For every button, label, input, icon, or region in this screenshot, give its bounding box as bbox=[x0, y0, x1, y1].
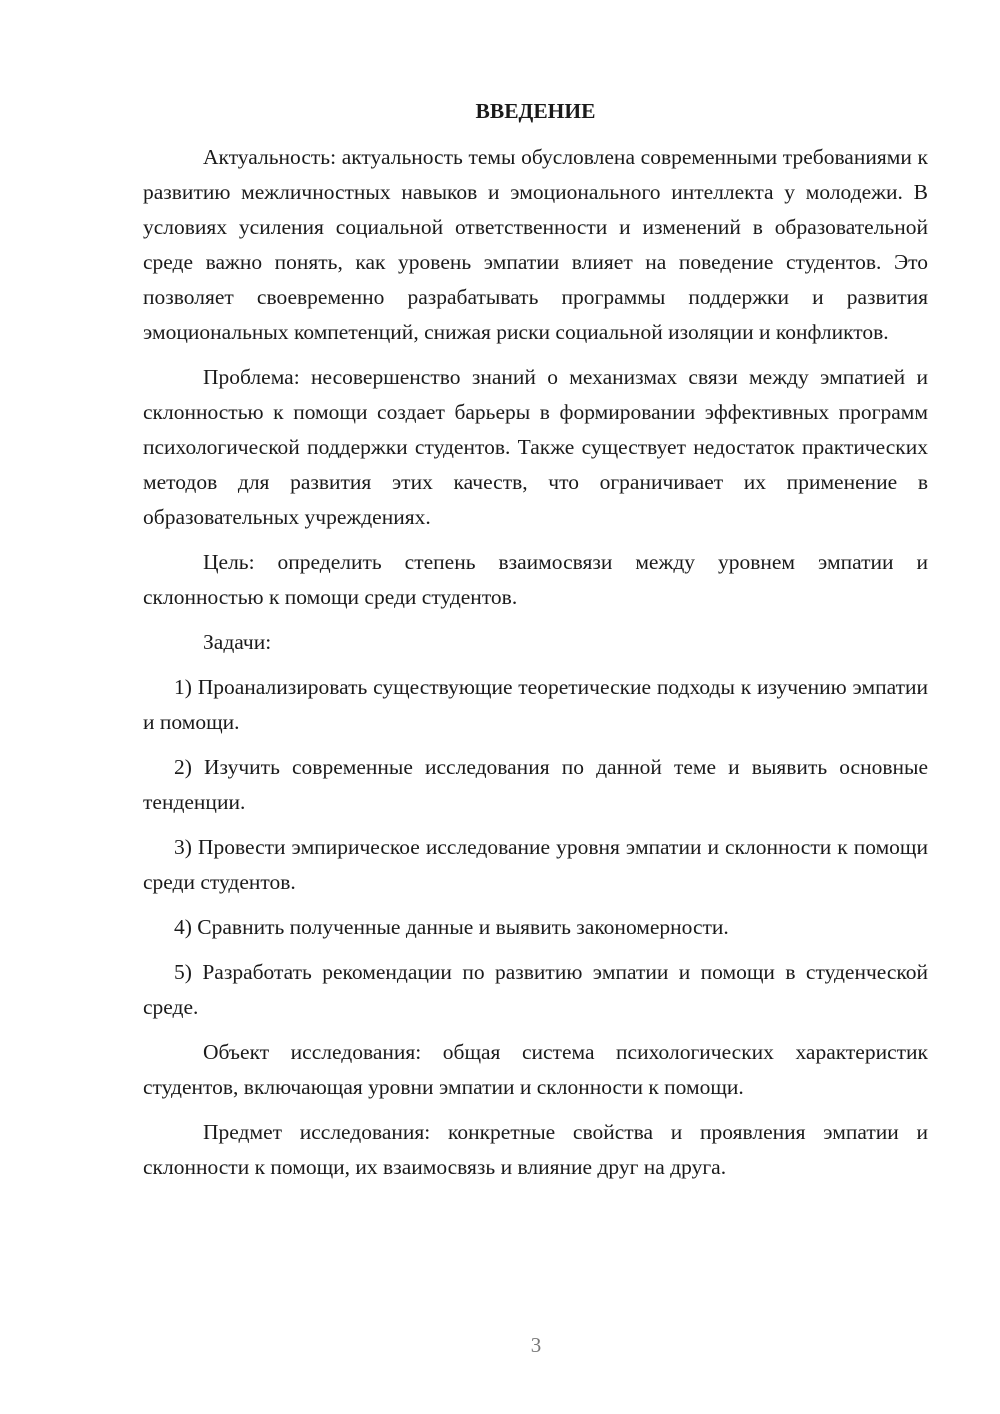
task-item: 3) Провести эмпирическое исследование уровня эмпатии и склонности к помощи среди студентов. bbox=[143, 835, 928, 894]
object-paragraph: Объект исследования: общая система психологических характеристик студентов, включающая уровни эмпатии и склонности к помощи. bbox=[143, 1040, 928, 1099]
task-item: 4) Сравнить полученные данные и выявить закономерности. bbox=[174, 915, 729, 939]
subject-paragraph: Предмет исследования: конкретные свойства и проявления эмпатии и склонности к помощи, их взаимосвязь и влияние друг на друга. bbox=[143, 1120, 928, 1179]
page-number: 3 bbox=[530, 1333, 542, 1357]
section-heading: ВВЕДЕНИЕ bbox=[475, 99, 596, 123]
document-page bbox=[143, 96, 928, 1195]
problem-paragraph: Проблема: несовершенство знаний о механизмах связи между эмпатией и склонностью к помощи создает барьеры в формировании эффективных программ психологической поддержки студентов. Также существует недостаток практических методов для развития этих качеств, что ограничивает их применение в образовательных учреждениях. bbox=[143, 365, 928, 529]
task-item: 2) Изучить современные исследования по данной теме и выявить основные тенденции. bbox=[143, 755, 928, 814]
tasks-label: Задачи: bbox=[203, 630, 272, 654]
goal-paragraph: Цель: определить степень взаимосвязи между уровнем эмпатии и склонностью к помощи среди студентов. bbox=[143, 550, 928, 609]
task-item: 5) Разработать рекомендации по развитию эмпатии и помощи в студенческой среде. bbox=[143, 960, 928, 1019]
task-item: 1) Проанализировать существующие теоретические подходы к изучению эмпатии и помощи. bbox=[143, 675, 928, 734]
relevance-paragraph: Актуальность: актуальность темы обусловлена современными требованиями к развитию межличностных навыков и эмоционального интеллекта у молодежи. В условиях усиления социальной ответственности и изменений в образовательной среде важно понять, как уровень эмпатии влияет на поведение студентов. Это позволяет своевременно разрабатывать программы поддержки и развития эмоциональных компетенций, снижая риски социальной изоляции и конфликтов. bbox=[143, 145, 928, 344]
